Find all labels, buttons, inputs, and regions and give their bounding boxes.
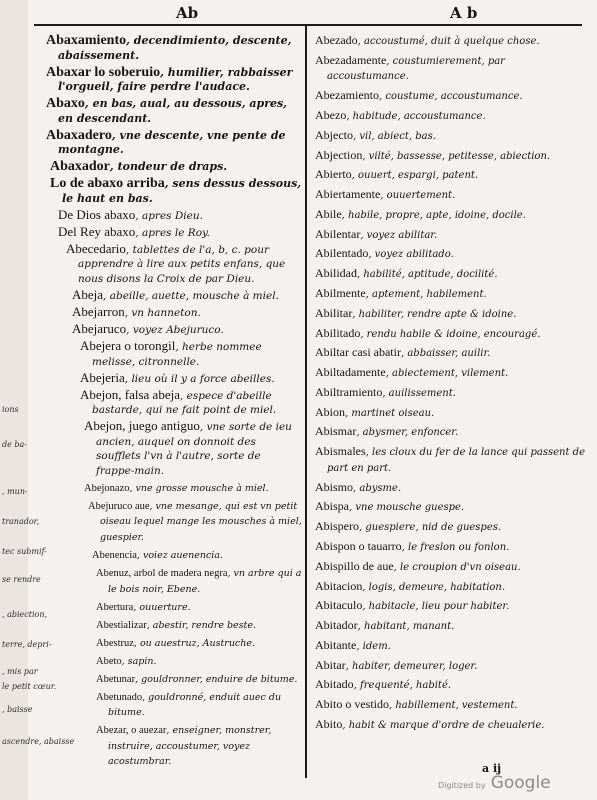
definition: , tondeur de draps. xyxy=(109,160,228,174)
definition: , accoustumé, duit à quelque chose. xyxy=(357,36,540,47)
right-dictionary-entry xyxy=(315,33,587,49)
definition: , vilté, bassesse, petitesse, abiection. xyxy=(362,150,551,162)
headword: Abestializar xyxy=(96,619,147,631)
right-running-head: A b xyxy=(450,4,478,22)
right-dictionary-entry xyxy=(315,227,587,243)
right-dictionary-entry xyxy=(315,365,587,381)
left-dictionary-entry xyxy=(30,635,302,651)
definition: , abysmer, enfoncer. xyxy=(356,427,459,439)
left-dictionary-entry xyxy=(30,159,302,174)
definition: , guespiere, nid de guespes. xyxy=(359,522,502,534)
right-dictionary-entry xyxy=(315,579,587,595)
definition: , vne grosse mousche à miel. xyxy=(129,482,269,494)
headword: Abenuz, arbol de madera negra xyxy=(96,568,228,580)
right-dictionary-entry xyxy=(315,559,587,575)
left-dictionary-entry xyxy=(30,599,302,615)
headword: Lo de abaxo arriba xyxy=(50,176,165,192)
definition: , tablettes de l'a, b, c. pour apprendre à lire aux petits enfans, que nous disons la Croix de par Dieu. xyxy=(78,243,286,286)
definition: , habilité, aptitude, docilité. xyxy=(357,269,498,281)
left-dictionary-entry xyxy=(30,371,302,386)
definition: , vne mousche guespe. xyxy=(349,502,465,514)
headword: Abilentado xyxy=(315,246,369,261)
headword: Abaxar lo soberuio xyxy=(46,64,161,80)
digitized-by-label: Digitized by xyxy=(438,781,486,790)
definition: , abeille, auette, mousche à miel. xyxy=(103,290,279,303)
right-dictionary-entry xyxy=(315,266,587,282)
column-divider xyxy=(305,26,307,778)
headword: Abiltar casi abatir xyxy=(315,345,401,360)
headword: Abilidad xyxy=(315,266,357,281)
right-dictionary-entry xyxy=(315,128,587,144)
margin-fragment: , mis par xyxy=(2,667,38,676)
margin-fragment: tranador, xyxy=(2,517,40,526)
definition: , idem. xyxy=(356,640,391,652)
headword: Abitador xyxy=(315,618,358,633)
definition: , logis, demeure, habitation. xyxy=(362,581,506,593)
left-dictionary-entry xyxy=(30,547,302,563)
margin-fragment: , abiection, xyxy=(2,610,48,619)
definition: , vne sorte de ieu ancien, auquel on donnoit des soufflets l'vn à l'autre, sorte de frappe-main. xyxy=(96,421,292,477)
headword: Abiertamente xyxy=(315,187,381,202)
definition: , martinet oiseau. xyxy=(345,407,435,419)
margin-fragment: de ba- xyxy=(2,440,27,449)
headword: Abeja xyxy=(72,287,104,303)
right-dictionary-entry xyxy=(315,618,587,634)
headword: Abion xyxy=(315,404,345,419)
definition: , gouldronné, enduit auec du bitume. xyxy=(108,691,282,719)
right-dictionary-entry xyxy=(315,306,587,322)
headword: Abezo xyxy=(315,107,347,122)
headword: Abaxadero xyxy=(46,127,112,143)
definition: , apres le Roy. xyxy=(135,226,210,239)
headword: Abaxamiento xyxy=(46,33,127,48)
headword: Abejarron xyxy=(72,304,125,319)
right-dictionary-entry xyxy=(315,167,587,183)
left-dictionary-entry xyxy=(30,33,302,62)
definition: , herbe nommee melisse, citronnelle. xyxy=(92,340,262,368)
right-dictionary-entry xyxy=(315,598,587,614)
margin-fragment: , mun- xyxy=(2,487,28,496)
headword: Abejera o torongil xyxy=(80,337,176,353)
headword: Abispa xyxy=(315,499,349,514)
left-dictionary-entry xyxy=(30,65,302,94)
definition: , aptement, habilement. xyxy=(365,288,487,300)
left-dictionary-entry xyxy=(30,305,302,320)
headword: Abenencia xyxy=(92,550,137,562)
definition: , vn hanneton. xyxy=(124,307,201,319)
headword: Abismo xyxy=(315,479,354,494)
headword: Abetunar xyxy=(96,673,136,685)
headword: Abismar xyxy=(315,424,357,439)
definition: , voyez abilitar. xyxy=(360,229,438,241)
headword: Abejon, juego antiguo xyxy=(84,418,200,434)
left-dictionary-entry xyxy=(30,480,302,496)
headword: Abito xyxy=(315,716,343,731)
left-dictionary-entry xyxy=(30,322,302,337)
left-dictionary-entry xyxy=(30,653,302,669)
headword: Abeto xyxy=(96,655,122,667)
definition: , le croupion d'vn oiseau. xyxy=(393,561,521,573)
right-dictionary-entry xyxy=(315,385,587,401)
right-dictionary-entry xyxy=(315,539,587,555)
definition: , ouuert, espargi, patent. xyxy=(351,170,479,182)
headword: Abilitado xyxy=(315,325,361,340)
left-dictionary-entry xyxy=(30,208,302,223)
right-dictionary-entry xyxy=(315,53,587,84)
headword: Abilitar xyxy=(315,305,353,320)
definition: , habiliter, rendre apte & idoine. xyxy=(352,308,517,320)
right-dictionary-entry xyxy=(315,345,587,361)
headword: Abetunado xyxy=(96,691,143,703)
margin-fragment: , baisse xyxy=(2,705,33,714)
definition: , abestir, rendre beste. xyxy=(146,619,256,631)
headword: Abecedario xyxy=(66,240,126,256)
right-column xyxy=(315,33,587,737)
right-dictionary-entry xyxy=(315,499,587,515)
headword: Abitaculo xyxy=(315,598,363,613)
definition: , sapin. xyxy=(121,655,157,667)
headword: Abjecto xyxy=(315,127,353,142)
header-rule xyxy=(34,24,582,26)
right-dictionary-entry xyxy=(315,424,587,440)
definition: , habillement, vestement. xyxy=(389,700,518,712)
definition: , decendimiento, descente, abaissement. xyxy=(58,34,292,62)
headword: Abezadamente xyxy=(315,52,387,67)
definition: , vne descente, vne pente de montagne. xyxy=(58,128,286,157)
left-dictionary-entry xyxy=(30,225,302,240)
right-dictionary-entry xyxy=(315,246,587,262)
left-dictionary-entry xyxy=(30,722,302,769)
definition: , gouldronner, enduire de bitume. xyxy=(135,673,298,685)
headword: Abile xyxy=(315,206,342,221)
definition: , humilier, rabbaisser l'orgueil, faire perdre l'audace. xyxy=(58,65,293,94)
headword: Abiltramiento xyxy=(315,384,383,399)
headword: Abilmente xyxy=(315,285,366,300)
left-dictionary-entry xyxy=(30,288,302,303)
headword: Abezamiento xyxy=(315,88,379,103)
definition: , sens dessus dessous, le haut en bas. xyxy=(62,177,302,205)
headword: Abispero xyxy=(315,519,359,534)
right-dictionary-entry xyxy=(315,519,587,535)
right-dictionary-entry xyxy=(315,444,587,475)
left-dictionary-entry xyxy=(30,419,302,477)
definition: , abbaisser, auilir. xyxy=(400,348,491,360)
right-dictionary-entry xyxy=(315,658,587,674)
left-column xyxy=(30,33,302,771)
headword: De Dios abaxo xyxy=(58,206,136,222)
headword: Abiltadamente xyxy=(315,365,386,380)
left-dictionary-entry xyxy=(30,339,302,368)
definition: , lieu où il y a force abeilles. xyxy=(124,372,275,385)
definition: , voyez abilitado. xyxy=(368,249,454,261)
definition: , coustumierement, par accoustumance. xyxy=(327,55,505,83)
left-dictionary-entry xyxy=(30,617,302,633)
margin-fragment: le petit cœur. xyxy=(2,682,57,691)
left-dictionary-entry xyxy=(30,96,302,125)
right-dictionary-entry xyxy=(315,405,587,421)
definition: , voyez Abejuruco. xyxy=(126,323,224,336)
margin-fragment: terre, depri- xyxy=(2,640,52,649)
right-dictionary-entry xyxy=(315,88,587,104)
headword: Abitacion xyxy=(315,578,363,593)
margin-fragment: se rendre xyxy=(2,575,41,584)
headword: Abispillo de aue xyxy=(315,558,394,573)
signature-mark: a ij xyxy=(482,762,502,775)
google-logo: Google xyxy=(490,773,551,793)
definition: , vne mesange, qui est vn petit oiseau lequel mange les mousches à miel, guespier. xyxy=(100,500,302,544)
left-dictionary-entry xyxy=(30,565,302,596)
margin-fragment: tec submif- xyxy=(2,547,47,556)
headword: Abito o vestido xyxy=(315,697,389,712)
headword: Abejonazo xyxy=(84,482,130,494)
left-dictionary-entry xyxy=(30,388,302,417)
headword: Abaxo xyxy=(46,96,85,112)
definition: , auilissement. xyxy=(382,387,456,399)
left-dictionary-entry xyxy=(30,689,302,720)
definition: , les cloux du fer de la lance qui passent de part en part. xyxy=(327,447,585,474)
right-dictionary-entry xyxy=(315,207,587,223)
definition: , ouuerture. xyxy=(133,601,191,613)
right-dictionary-entry xyxy=(315,326,587,342)
definition: , abiectement, vilement. xyxy=(385,368,509,380)
headword: Abezado xyxy=(315,33,358,47)
definition: , habile, propre, apte, idoine, docile. xyxy=(341,209,526,221)
definition: , abysme. xyxy=(353,482,402,494)
headword: Abjection xyxy=(315,147,363,162)
definition: , le freslon ou fonlon. xyxy=(401,541,510,553)
left-dictionary-entry xyxy=(30,498,302,545)
definition: , habitant, manant. xyxy=(357,621,455,633)
right-dictionary-entry xyxy=(315,187,587,203)
headword: Abilentar xyxy=(315,226,361,241)
margin-fragment: ascendre, abaisse xyxy=(2,737,75,746)
headword: Abejuruco aue xyxy=(88,500,150,512)
definition: , espece d'abeille bastarde, qui ne fait point de miel. xyxy=(92,389,277,417)
right-dictionary-entry xyxy=(315,677,587,693)
right-dictionary-entry xyxy=(315,108,587,124)
definition: , rendu habile & idoine, encouragé. xyxy=(360,328,541,340)
headword: Abezar, o auezar xyxy=(96,725,167,737)
left-dictionary-entry xyxy=(30,176,302,205)
definition: , vil, abiect, bas. xyxy=(353,130,436,142)
right-dictionary-entry xyxy=(315,638,587,654)
headword: Abispon o tauarro xyxy=(315,538,402,553)
headword: Abertura xyxy=(96,601,134,613)
right-dictionary-entry xyxy=(315,148,587,164)
headword: Abestruz xyxy=(96,637,134,649)
headword: Abitar xyxy=(315,657,346,672)
headword: Abejon, falsa abeja xyxy=(80,386,180,402)
definition: , vn arbre qui a le bois noir, Ebene. xyxy=(108,568,302,595)
definition: , ouuertement. xyxy=(380,190,456,202)
headword: Abierto xyxy=(315,167,352,182)
headword: Abitante xyxy=(315,637,357,652)
definition: , habit & marque d'ordre de cheualerie. xyxy=(342,719,545,731)
headword: Del Rey abaxo xyxy=(58,223,136,239)
headword: Abitado xyxy=(315,677,354,692)
definition: , enseigner, monstrer, instruire, accoustumer, voyez acostumbrar. xyxy=(108,725,272,768)
right-dictionary-entry xyxy=(315,697,587,713)
definition: , frequenté, habité. xyxy=(353,680,452,692)
right-dictionary-entry xyxy=(315,717,587,733)
left-running-head: Ab xyxy=(176,4,199,22)
definition: , coustume, accoustumance. xyxy=(378,91,523,103)
definition: , voiez auenencia. xyxy=(136,550,224,562)
headword: Abejaruco xyxy=(72,320,127,336)
headword: Abaxador xyxy=(50,159,110,175)
definition: , habiter, demeurer, loger. xyxy=(345,660,478,672)
right-dictionary-entry xyxy=(315,480,587,496)
left-dictionary-entry xyxy=(30,671,302,687)
headword: Abismales xyxy=(315,444,366,459)
definition: , en bas, aual, au dessous, apres, en descendant. xyxy=(58,97,288,125)
left-dictionary-entry xyxy=(30,242,302,286)
right-dictionary-entry xyxy=(315,286,587,302)
definition: , apres Dieu. xyxy=(135,209,203,222)
definition: , habitude, accoustumance. xyxy=(346,110,486,122)
margin-fragment: ions xyxy=(2,405,19,414)
headword: Abejeria xyxy=(80,369,125,385)
definition: , habitacle, lieu pour habiter. xyxy=(362,601,510,613)
google-watermark xyxy=(438,773,551,793)
left-dictionary-entry xyxy=(30,128,302,157)
definition: , ou auestruz, Austruche. xyxy=(133,637,256,649)
